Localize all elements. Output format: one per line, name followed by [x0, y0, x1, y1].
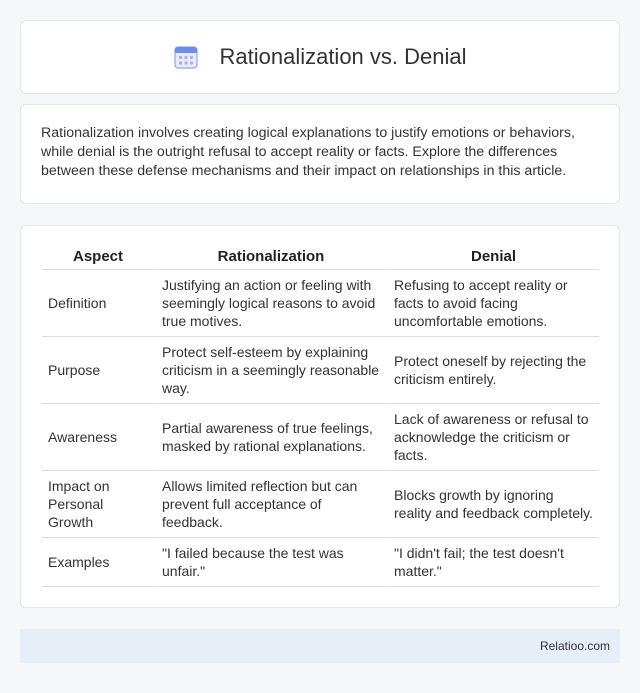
- denial-cell: Lack of awareness or refusal to acknowledge the criticism or facts.: [386, 404, 599, 471]
- table-header-row: [42, 244, 599, 270]
- denial-cell: "I didn't fail; the test doesn't matter.": [386, 538, 599, 587]
- table-row: [42, 404, 599, 471]
- header-denial: Denial: [386, 244, 599, 270]
- rationalization-cell: Justifying an action or feeling with seemingly logical reasons to avoid true motives.: [154, 270, 386, 337]
- footer-bar: [20, 629, 620, 663]
- header-aspect: Aspect: [42, 244, 154, 270]
- table-row: [42, 471, 599, 538]
- denial-cell: Protect oneself by rejecting the criticism entirely.: [386, 337, 599, 404]
- title-card: [20, 20, 620, 94]
- rationalization-cell: Allows limited reflection but can prevent full acceptance of feedback.: [154, 471, 386, 538]
- comparison-card: [20, 225, 620, 608]
- rationalization-cell: Partial awareness of true feelings, masked by rational explanations.: [154, 404, 386, 471]
- denial-cell: Blocks growth by ignoring reality and feedback completely.: [386, 471, 599, 538]
- footer-brand[interactable]: Relatioo.com: [539, 639, 610, 653]
- table-row: [42, 337, 599, 404]
- rationalization-cell: Protect self-esteem by explaining criticism in a seemingly reasonable way.: [154, 337, 386, 404]
- calendar-icon: [173, 44, 199, 70]
- denial-cell: Refusing to accept reality or facts to avoid facing uncomfortable emotions.: [386, 270, 599, 337]
- aspect-cell: Purpose: [42, 337, 154, 404]
- table-row: [42, 270, 599, 337]
- page-title: Rationalization vs. Denial: [219, 44, 467, 69]
- table-row: [42, 538, 599, 587]
- intro-text: Rationalization involves creating logical explanations to justify emotions or behaviors, while denial is the outright refusal to accept reality or facts. Explore the differences between these defense mechanisms and their impact on relationships in this article.: [41, 125, 575, 179]
- intro-card: [20, 104, 620, 204]
- aspect-cell: Awareness: [42, 404, 154, 471]
- comparison-table: [42, 244, 599, 587]
- aspect-cell: Examples: [42, 538, 154, 587]
- aspect-cell: Impact on Personal Growth: [42, 471, 154, 538]
- aspect-cell: Definition: [42, 270, 154, 337]
- header-rationalization: Rationalization: [154, 244, 386, 270]
- rationalization-cell: "I failed because the test was unfair.": [154, 538, 386, 587]
